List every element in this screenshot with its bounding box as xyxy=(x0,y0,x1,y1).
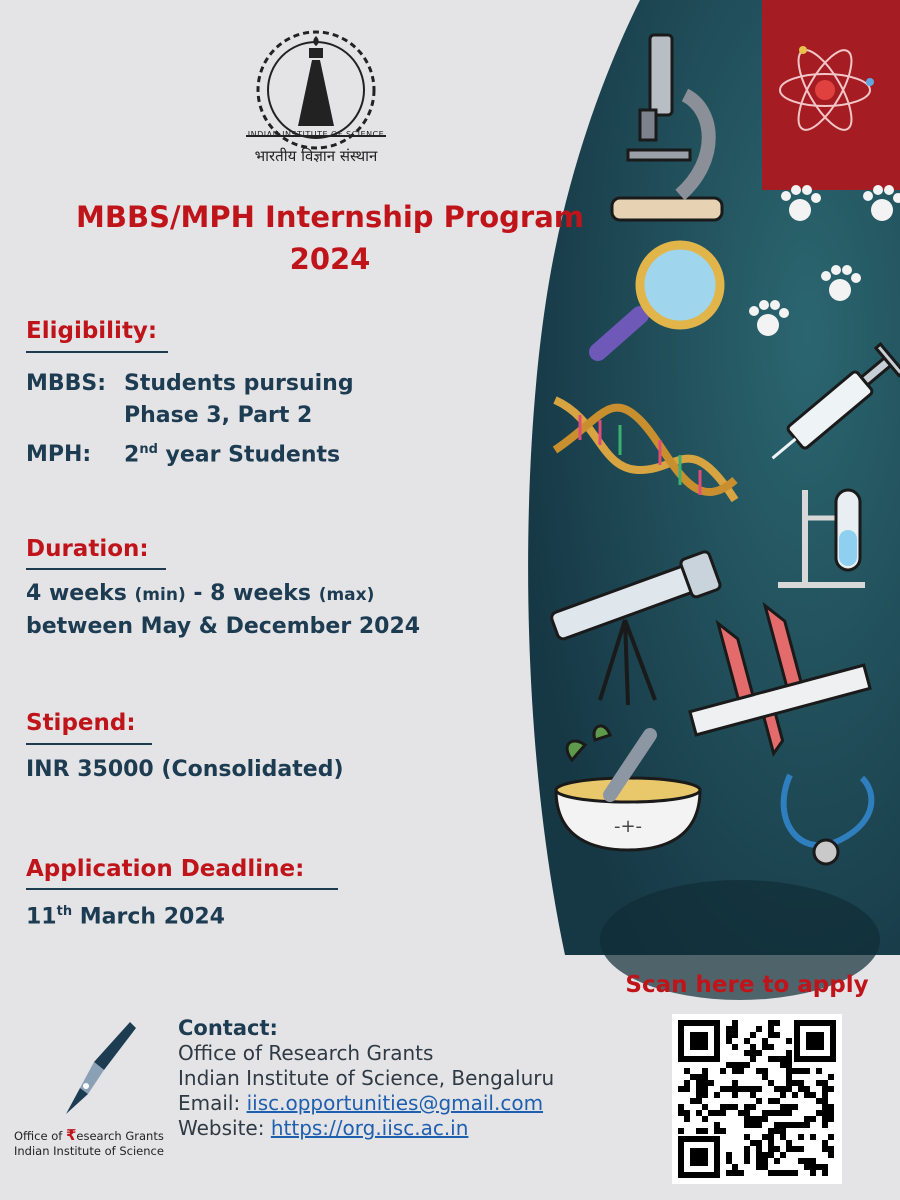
mph-label: MPH: xyxy=(26,442,92,468)
duration-heading: Duration: xyxy=(26,536,149,562)
contact-block xyxy=(178,1016,554,1141)
mph-rest: year Students xyxy=(157,442,341,468)
mbbs-label: MBBS: xyxy=(26,371,107,396)
stipend-underline xyxy=(26,743,152,745)
mbbs-line1: Students pursuing xyxy=(124,371,354,396)
svg-text:-+-: -+- xyxy=(613,816,643,837)
deadline-underline xyxy=(26,888,338,890)
duration-underline xyxy=(26,568,166,570)
mbbs-line2: Phase 3, Part 2 xyxy=(124,403,313,428)
duration-range: between May & December 2024 xyxy=(26,614,421,639)
stipend-heading: Stipend: xyxy=(26,710,136,736)
program-year: 2024 xyxy=(289,242,371,276)
deadline-rest: March 2024 xyxy=(72,904,225,930)
contact-website-row xyxy=(178,1116,554,1141)
duration-max-tag: (max) xyxy=(318,585,375,605)
logo-hindi-name: भारतीय विज्ञान संस्थान xyxy=(254,147,378,165)
duration-sep: - xyxy=(185,581,211,606)
scan-label: Scan here to apply xyxy=(625,972,869,998)
stipend-value: INR 35000 (Consolidated) xyxy=(26,757,344,782)
contact-institute: Indian Institute of Science, Bengaluru xyxy=(178,1066,555,1090)
duration-min: 4 weeks xyxy=(26,581,127,606)
contact-heading: Contact: xyxy=(178,1016,278,1040)
org-line1-pre: Office of xyxy=(14,1129,66,1143)
duration-min-tag: (min) xyxy=(134,585,186,605)
org-line1-post: esearch Grants xyxy=(76,1129,164,1143)
deadline-sup: th xyxy=(56,904,73,919)
email-label: Email: xyxy=(178,1091,247,1115)
mph-num: 2 xyxy=(124,442,140,468)
eligibility-mbbs xyxy=(26,368,354,432)
contact-email-row xyxy=(178,1091,554,1116)
eligibility-heading: Eligibility: xyxy=(26,318,158,344)
email-link[interactable]: iisc.opportunities@gmail.com xyxy=(246,1091,544,1115)
rupee-symbol: ₹ xyxy=(65,1126,77,1144)
org-line2: Indian Institute of Science xyxy=(14,1144,164,1158)
duration-text xyxy=(26,578,420,643)
contact-office: Office of Research Grants xyxy=(178,1041,434,1065)
website-link[interactable]: https://org.iisc.ac.in xyxy=(270,1116,469,1140)
eligibility-mph xyxy=(26,434,340,471)
website-label: Website: xyxy=(178,1116,271,1140)
deadline-heading: Application Deadline: xyxy=(26,856,305,882)
program-title: MBBS/MPH Internship Program xyxy=(76,200,584,234)
eligibility-underline xyxy=(26,351,168,353)
pen-nib-logo xyxy=(60,1018,140,1118)
deadline-day: 11 xyxy=(26,904,57,930)
qr-code[interactable] xyxy=(672,1014,842,1184)
duration-max: 8 weeks xyxy=(210,581,312,606)
org-logo-text xyxy=(14,1128,174,1159)
deadline-value xyxy=(26,896,225,933)
mph-sup: nd xyxy=(139,442,158,457)
logo-english-name: INDIAN INSTITUTE OF SCIENCE xyxy=(247,130,385,139)
